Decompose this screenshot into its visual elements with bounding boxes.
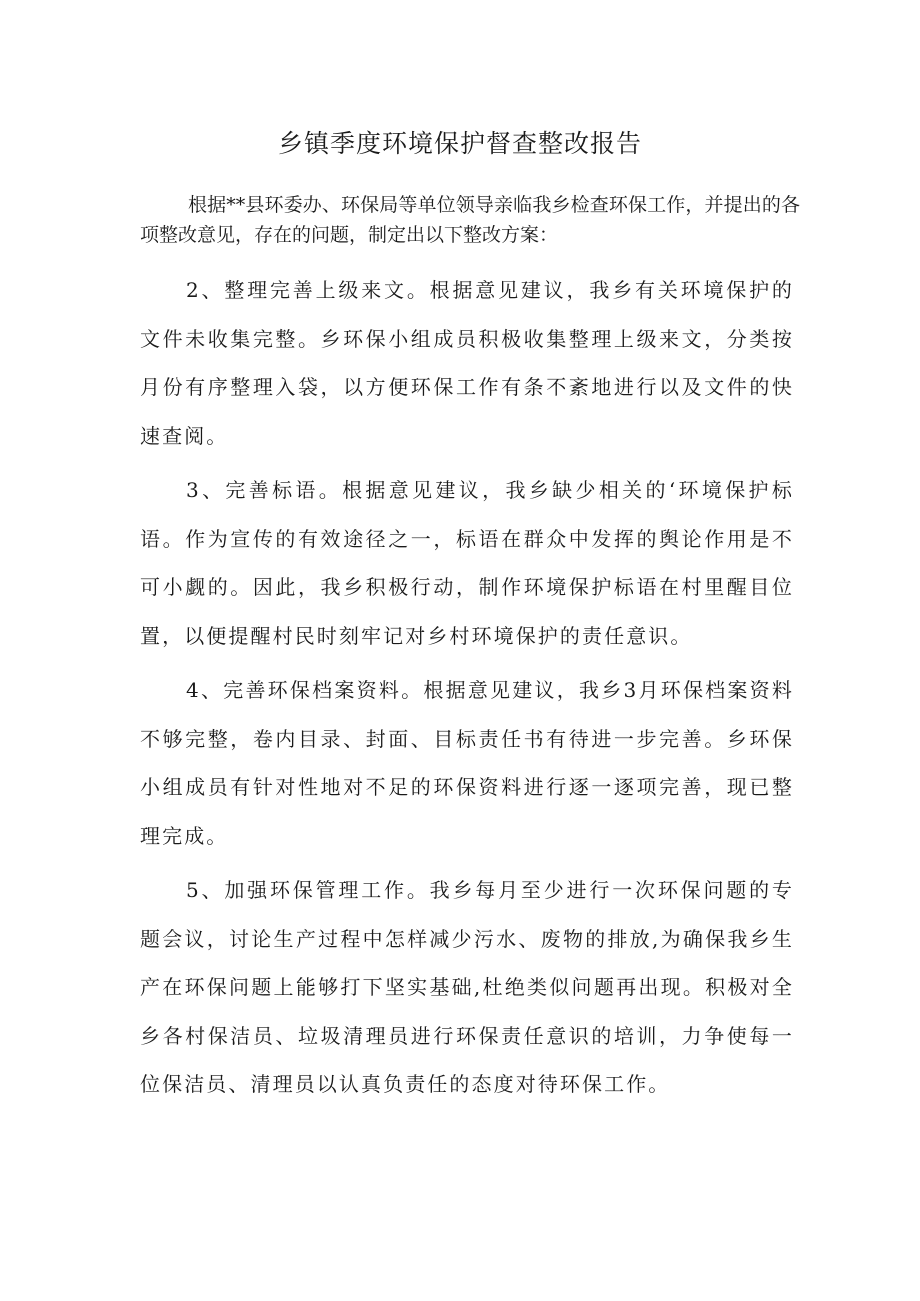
intro-paragraph: 根据**县环委办、环保局等单位领导亲临我乡检查环保工作，并提出的各项整改意见，存在的问题，制定出以下整改方案： xyxy=(140,194,800,246)
paragraph-item-2: 2、整理完善上级来文。根据意见建议，我乡有关环境保护的文件未收集完整。乡环保小组成员积极收集整理上级来文，分类按月份有序整理入袋，以方便环保工作有条不紊地进行以及文件的快速查阅。 xyxy=(140,278,794,448)
paragraph-item-3: 3、完善标语。根据意见建议，我乡缺少相关的‘环境保护标语。作为宣传的有效途径之一，标语在群众中发挥的舆论作用是不可小觑的。因此，我乡积极行动，制作环境保护标语在村里醒目位置，以便提醒村民时刻牢记对乡村环境保护的责任意识。 xyxy=(140,478,794,648)
paragraph-item-4: 4、完善环保档案资料。根据意见建议，我乡3月环保档案资料不够完整，卷内目录、封面、目标责任书有待进一步完善。乡环保小组成员有针对性地对不足的环保资料进行逐一逐项完善，现已整理完成。 xyxy=(140,678,794,848)
document-title: 乡镇季度环境保护督查整改报告 xyxy=(277,129,642,158)
document-body xyxy=(140,266,794,1109)
paragraph-item-5: 5、加强环保管理工作。我乡每月至少进行一次环保问题的专题会议，讨论生产过程中怎样减少污水、废物的排放,为确保我乡生产在环保问题上能够打下坚实基础,杜绝类似问题再出现。积极对全乡各村保洁员、垃圾清理员进行环保责任意识的培训，力争使每一位保洁员、清理员以认真负责任的态度对待环保工作。 xyxy=(140,878,794,1096)
